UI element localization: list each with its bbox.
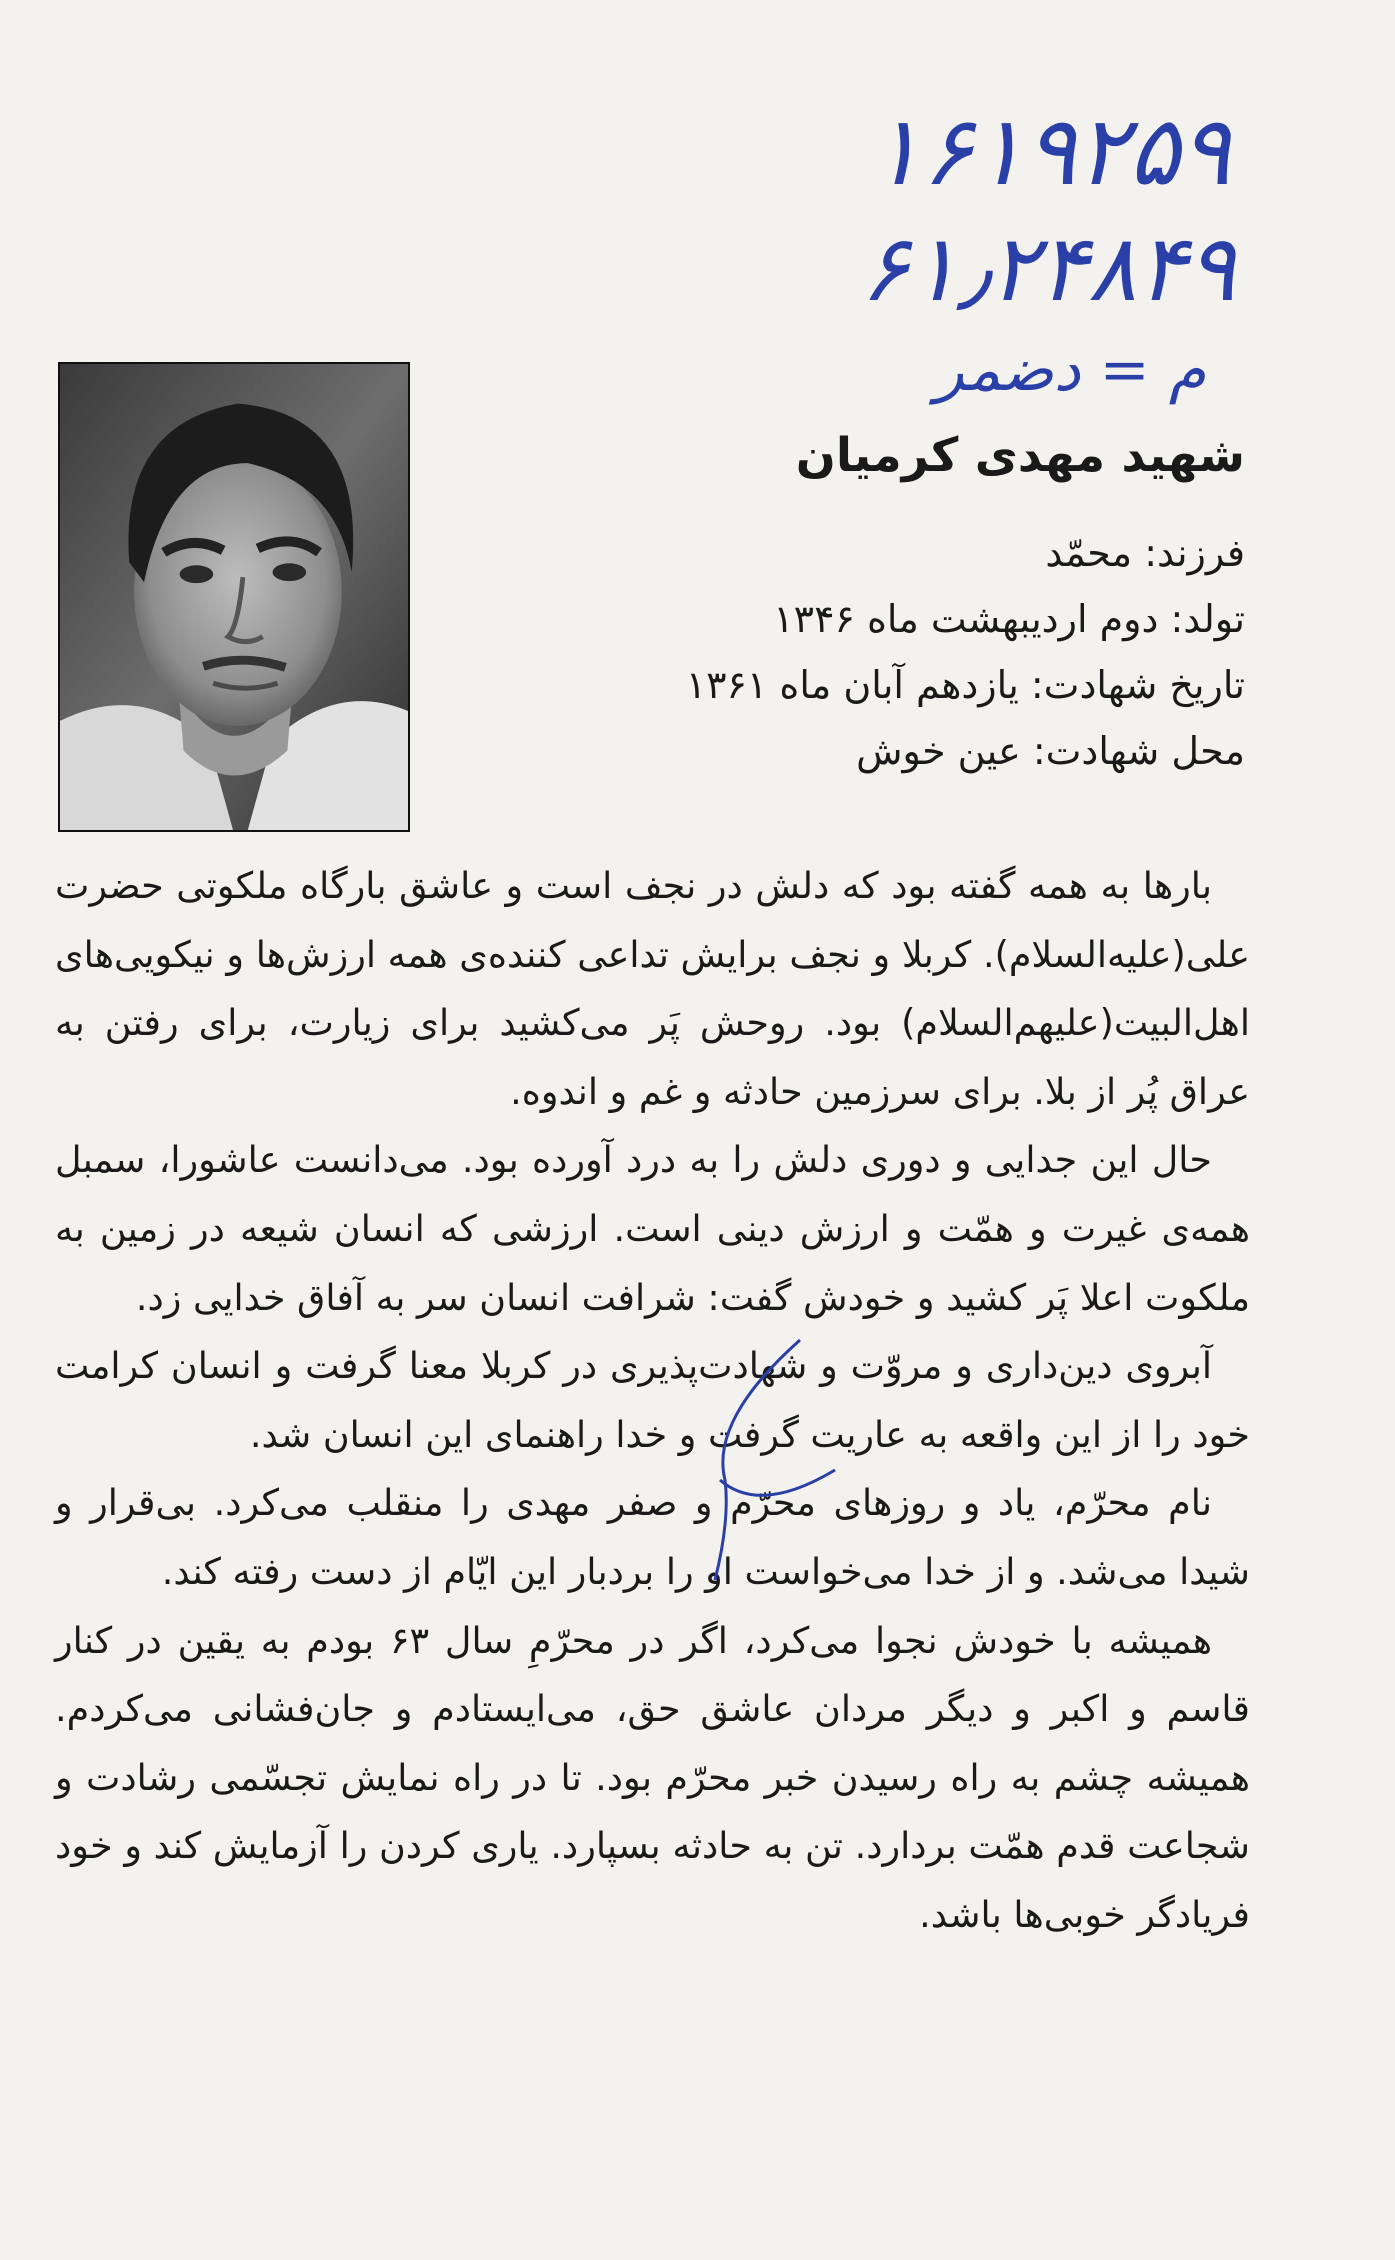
page-title: شهید مهدی کرمیان [795,428,1245,483]
handwritten-note-code: ۶۱٫۲۴۸۴۹ [860,215,1236,322]
birth-date: تولد: دوم اردیبهشت ماه ۱۳۴۶ [773,597,1245,642]
handwritten-note-number: ۱۶۱۹۲۵۹ [870,95,1231,207]
paragraph: حال این جدایی و دوری دلش را به درد آورده بود. می‌دانست عاشورا، سمبل همه‌ی غیرت و همّت و ارزش دینی است. ارزشی که انسان شیعه در زمین به ملکوت اعلا پَر کشید و خودش گفت: شرافت انسان سر به آفاق خدایی زد. [55,1138,1250,1319]
portrait-photo [58,362,410,832]
paragraph: بارها به همه گفته بود که دلش در نجف است و عاشق بارگاه ملکوتی حضرت علی(علیه‌السلام). کربلا و نجف برایش تداعی کننده‌ی همه ارزش‌ها و نیکویی‌های اهل‌البیت(علیهم‌السلام) بود. روحش پَر می‌کشید برای زیارت، برای رفتن به عراق پُر از بلا. برای سرزمین حادثه و غم و اندوه. [55,864,1250,1113]
paragraph: آبروی دین‌داری و مروّت و شهادت‌پذیری در کربلا معنا گرفت و انسان کرامت خود را از این واقعه به عاریت گرفت و خدا راهنمای این انسان شد. [55,1344,1250,1456]
father-name: فرزند: محمّد [1045,531,1245,576]
paragraph: همیشه با خودش نجوا می‌کرد، اگر در محرّمِ سال ۶۳ بودم به یقین در کنار قاسم و اکبر و دیگر مردان عاشق حق، می‌ایستادم و جان‌فشانی می‌کردم. همیشه چشم به راه رسیدن خبر محرّم بود. تا در راه نمایش تجسّمی رشادت و شجاعت قدم همّت بردارد. تن به حادثه بسپارد. یاری کردن را آزمایش کند و خود فریادگر خوبی‌ها باشد. [55,1618,1250,1936]
portrait-icon [60,364,408,830]
martyr-info-header [420,425,1245,784]
pen-scribble-icon [650,1330,850,1600]
paragraph: نام محرّم، یاد و روزهای محرّم و صفر مهدی را منقلب می‌کرد. بی‌قرار و شیدا می‌شد. و از خدا می‌خواست او را بردبار این ایّام از دست رفته کند. [55,1481,1250,1593]
handwritten-note-word: م = د‌‌‌‌‌‌ضمر [935,335,1207,405]
martyrdom-date: تاریخ شهادت: یازدهم آبان ماه ۱۳۶۱ [685,663,1245,708]
martyrdom-place: محل شهادت: عین خوش [856,729,1245,774]
